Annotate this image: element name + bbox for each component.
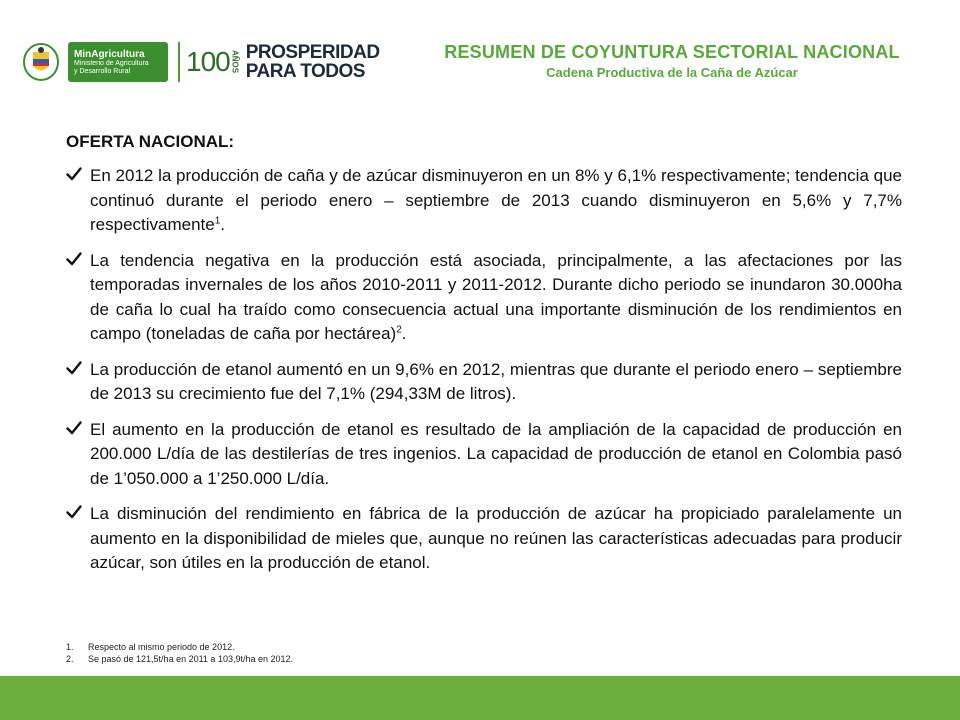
footnote-text: Se pasó de 121,5t/ha en 2011 a 103,9t/ha en 2012. bbox=[88, 654, 294, 664]
slogan-logo bbox=[246, 43, 380, 81]
list-item-text: En 2012 la producción de caña y de azúcar disminuyeron en un 8% y 6,1% respectivamente; tendencia que continuó durante el periodo enero – septiembre de 2013 cuando disminuyeron en 5,6% y 7,7% respectivamente bbox=[90, 166, 902, 234]
footnote-text: Respecto al mismo periodo de 2012. bbox=[88, 642, 235, 652]
footnote-number: 2. bbox=[66, 654, 74, 664]
check-icon bbox=[66, 360, 82, 376]
list-item-text: La disminución del rendimiento en fábrica de la producción de azúcar ha propiciado paralelamente un aumento en la disponibilidad de mieles que, aunque no reúnen las características adecuadas para producir azúcar, son útiles en la producción de etanol. bbox=[90, 504, 902, 572]
list-item-tail: . bbox=[220, 215, 226, 234]
ministry-name: MinAgricultura bbox=[74, 48, 145, 60]
title-block bbox=[412, 42, 932, 80]
footnotes bbox=[66, 641, 293, 665]
list-item bbox=[66, 358, 902, 407]
ministry-logo bbox=[68, 42, 168, 82]
section-title: OFERTA NACIONAL: bbox=[66, 132, 235, 151]
header bbox=[0, 0, 960, 110]
list-item bbox=[66, 502, 902, 576]
list-item bbox=[66, 418, 902, 492]
check-icon bbox=[66, 420, 82, 436]
list-item bbox=[66, 249, 902, 347]
list-item-tail: . bbox=[401, 324, 407, 343]
footnote-1 bbox=[66, 641, 293, 653]
check-icon bbox=[66, 504, 82, 520]
years-number: 100 bbox=[186, 46, 230, 77]
slogan-line-1: PROSPERIDAD bbox=[245, 42, 380, 63]
years-word: AÑOS bbox=[230, 50, 240, 74]
page-subtitle: Cadena Productiva de la Caña de Azúcar bbox=[546, 65, 798, 80]
ministry-sub2: y Desarrollo Rural bbox=[74, 67, 131, 75]
footer-bar bbox=[0, 676, 960, 720]
footnote-ref: 2 bbox=[396, 324, 402, 336]
check-icon bbox=[66, 251, 82, 267]
page-title: RESUMEN DE COYUNTURA SECTORIAL NACIONAL bbox=[444, 42, 900, 62]
list-item-text: La tendencia negativa en la producción está asociada, principalmente, a las afectaciones por las temporadas invernales de los años 2010-2011 y 2011-2012. Durante dicho periodo se inundaron 30.000ha de caña lo cual ha traído como consecuencia actual una importante disminución de los rendimientos en campo (toneladas de caña por hectárea) bbox=[90, 250, 902, 343]
footnote-number: 1. bbox=[66, 642, 74, 652]
logo-divider bbox=[178, 42, 180, 82]
list-item-text: El aumento en la producción de etanol es resultado de la ampliación de la capacidad de producción en 200.000 L/día de las destilerías de tres ingenios. La capacidad de producción de etanol en Colombia pasó de 1’050.000 a 1’250.000 L/día. bbox=[90, 419, 902, 488]
slogan-line-2: PARA TODOS bbox=[245, 61, 365, 82]
ministry-sub1: Ministerio de Agricultura bbox=[74, 59, 149, 67]
list-item-text: La producción de etanol aumentó en un 9,6% en 2012, mientras que durante el periodo enero – septiembre de 2013 su crecimiento fue del 7,1% (294,33M de litros). bbox=[90, 359, 902, 403]
list-item bbox=[66, 164, 902, 238]
bullet-list bbox=[66, 164, 902, 576]
main-content bbox=[66, 132, 902, 587]
footnote-ref: 1 bbox=[214, 215, 221, 227]
coat-of-arms-icon bbox=[22, 42, 60, 82]
footnote-2 bbox=[66, 653, 293, 665]
years-logo bbox=[186, 46, 240, 78]
logo-group bbox=[22, 40, 380, 84]
check-icon bbox=[66, 166, 82, 182]
